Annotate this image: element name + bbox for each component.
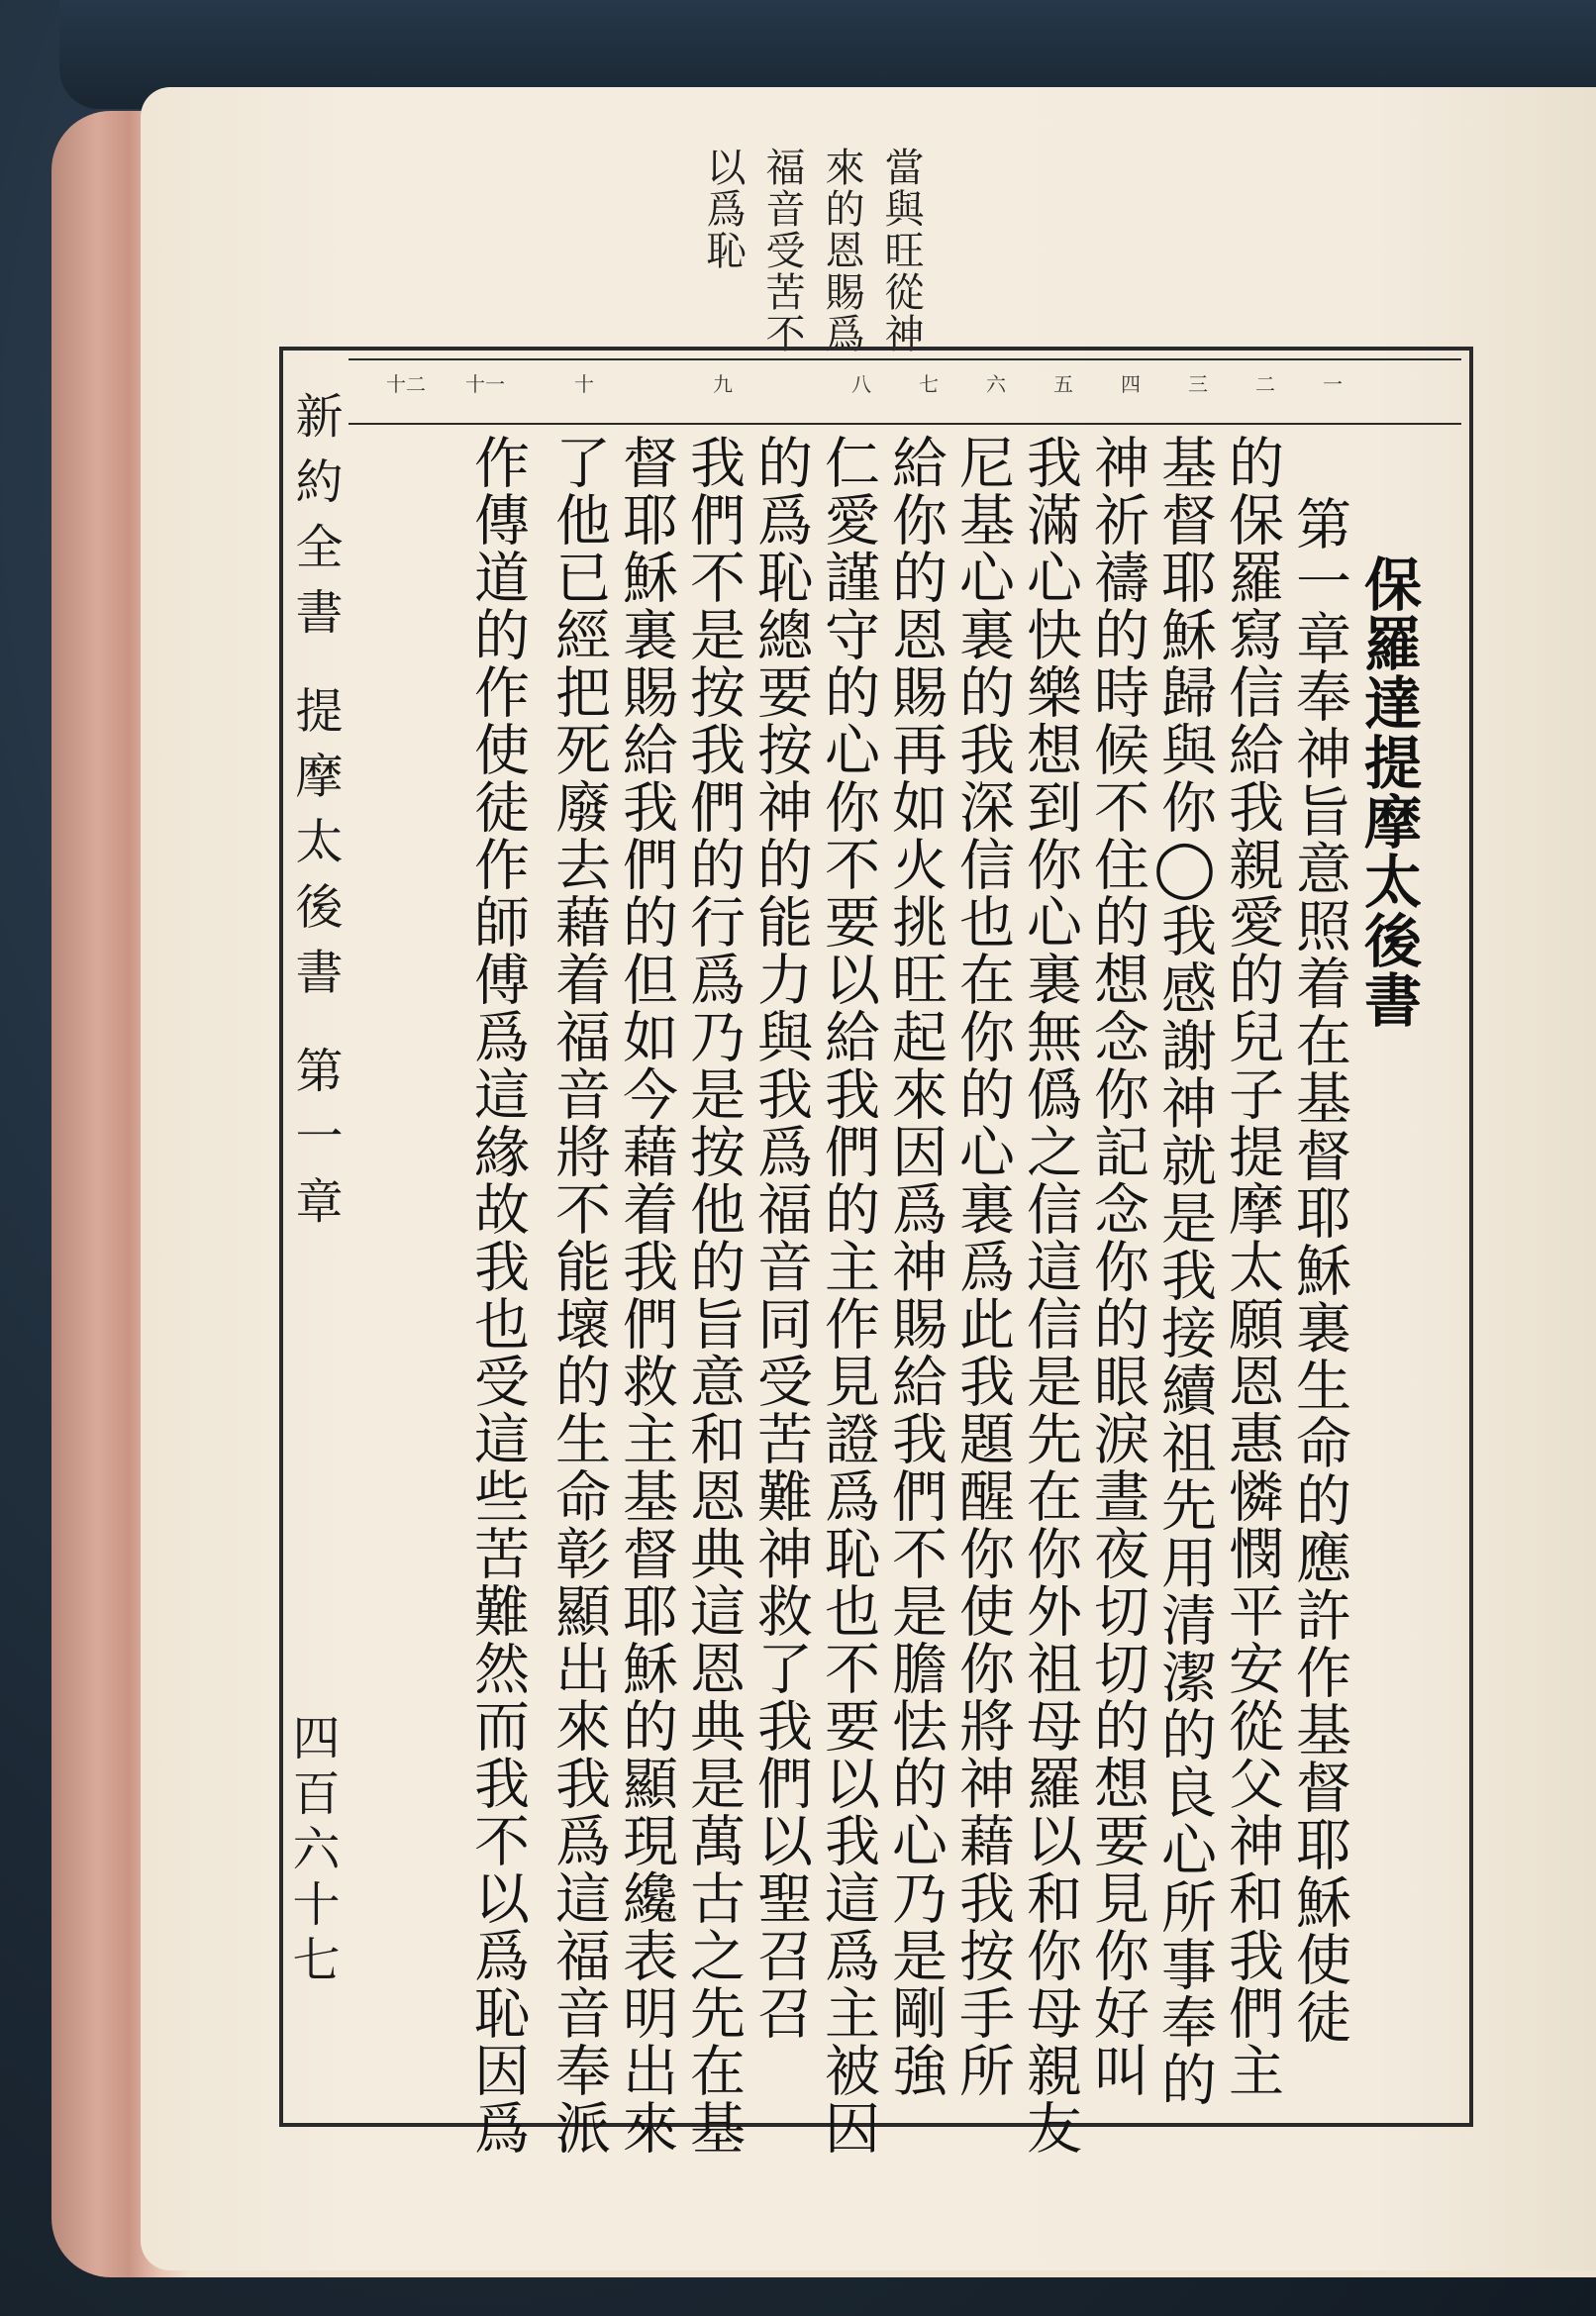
text-column: 神祈禱的時候不住的想念你記念你的眼淚晝夜切切的想要見你好叫 — [1085, 434, 1149, 2099]
text-column: 給你的恩賜再如火挑旺起來因爲神賜給我們不是膽怯的心乃是剛強 — [883, 434, 948, 2099]
text-column: 仁愛謹守的心你不要以給我們的主作見證爲恥也不要以我這爲主被囚 — [816, 434, 880, 2157]
frame-rule-top — [349, 358, 1461, 360]
column-number: 十二 — [386, 372, 426, 396]
book-heading: 保羅達提摩太後書 — [1354, 554, 1422, 1030]
column-number: 九 — [713, 372, 733, 396]
column-number: 一 — [1323, 372, 1343, 396]
column-number-rule — [349, 423, 1461, 425]
page-number: 四百六十七 — [284, 1713, 340, 1990]
text-column: 作傳道的作使徒作師傅爲這緣故我也受這些苦難然而我不以爲恥因爲 — [465, 434, 530, 2157]
top-marginal-note: 當與旺從神來的恩賜爲福音受苦不以爲恥 — [700, 147, 924, 354]
text-column: 的爲恥總要按神的能力與我爲福音同受苦難神救了我們以聖召召 — [748, 434, 813, 2042]
column-number: 十一 — [465, 372, 505, 396]
text-column: 我們不是按我們的行爲乃是按他的旨意和恩典這恩典是萬古之先在基 — [681, 434, 746, 2157]
text-column: 第一章奉神旨意照着在基督耶穌裏生命的應許作基督耶穌使徒 — [1287, 495, 1351, 2046]
column-number: 四 — [1121, 372, 1141, 396]
text-column: 我滿心快樂想到你心裏無僞之信這信是先在你外祖母羅以和你母親友 — [1018, 434, 1082, 2157]
column-number: 八 — [851, 372, 871, 396]
text-column: 的保羅寫信給我親愛的兒子提摩太願恩惠憐憫平安從父神和我們主 — [1220, 434, 1284, 2099]
column-number: 七 — [919, 372, 939, 396]
text-column: 督耶穌裏賜給我們的但如今藉着我們救主基督耶穌的顯現纔表明出來 — [614, 434, 678, 2157]
text-column: 尼基心裏的我深信也在你的心裏爲此我題醒你使你將神藉我按手所 — [950, 434, 1015, 2099]
column-number: 六 — [986, 372, 1006, 396]
column-number: 五 — [1053, 372, 1073, 396]
text-column: 了他已經把死廢去藉着福音將不能壞的生命彰顯出來我爲這福音奉派 — [547, 434, 611, 2157]
text-column: 基督耶穌歸與你◯我感謝神就是我接續祖先用清潔的良心所事奉的 — [1152, 434, 1217, 2108]
running-header: 新約全書 提摩太後書 第一章 — [287, 391, 343, 1242]
column-number: 三 — [1188, 372, 1208, 396]
column-number: 二 — [1255, 372, 1275, 396]
column-number: 十 — [574, 372, 594, 396]
